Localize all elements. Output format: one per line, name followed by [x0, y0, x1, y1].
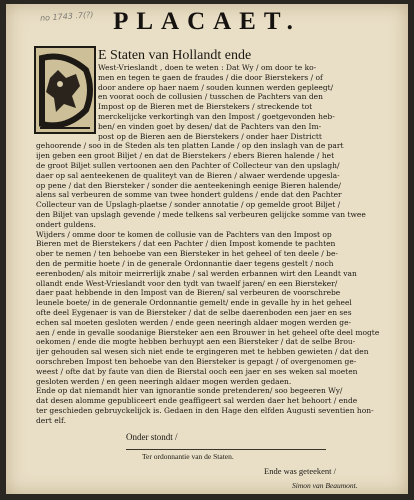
- placard-title: PLACAET.: [113, 8, 301, 35]
- body-line: Wijders / omme door te komen de collusie van de Pachters van den Impost op: [36, 229, 332, 239]
- body-line: den de permitie hoete / in de generale Ordonnantie daer tegens gestelt / noch: [36, 258, 334, 268]
- pencil-annotation: no 1743 .7(?): [39, 10, 94, 23]
- placard-body: [36, 49, 404, 425]
- body-line: dat desen alomme gepubliceert ende geaffigeert sal werden daer het behoort / ende: [36, 396, 358, 406]
- body-line: daer op sal aenteekenen de qualiteyt van de Bieren / alwaer werdende upgesla-: [36, 170, 340, 180]
- body-line: ondert guldens.: [36, 219, 96, 229]
- body-line: gesloten werden / en geen neeringh aldaer mogen werden gedaen.: [36, 376, 292, 386]
- body-line: oorschreben Impost ten behoebe van den Biersteker is gepagt / of overgenomen ge-: [36, 356, 357, 366]
- signer-name: Simon van Beaumont.: [292, 481, 358, 490]
- body-line: eerenboden/ als mitoir meirrerlijk znabe / sal werden erbannen wirt den Leandt van: [36, 268, 357, 278]
- signature-ordonnance: Ter ordonnantie van de Staten.: [142, 452, 234, 461]
- body-line: weest / ofte dat by faute van dien de Bierstal ooch een jaer en ses weken sal moeten: [36, 366, 358, 376]
- body-line: men en tegen te gaen de fraudes / die door Bierstekers / of: [98, 72, 323, 82]
- signature-intro: Onder stondt /: [126, 432, 178, 442]
- signature-was-signed: Ende was geteekent /: [264, 466, 336, 476]
- body-line: ofte deel Eygenaer is van de Biersteker / dat de selbe daerenboden een jaer en ses: [36, 307, 352, 317]
- body-line: Impost op de Bieren met de Bierstekers / streckende tot: [98, 102, 313, 112]
- body-line: ter geschieden gebruyckelijck is. Gedaen in den Hage den elfden Augusti seventien hon-: [36, 405, 374, 415]
- body-line: Collecteur van de Upslagh-plaetse / sonder annotatie / op gemelde groot Biljet /: [36, 200, 341, 210]
- body-line: den Biljet van upslagh gevende / mede telkens sal verbeuren gelijcke somme van twee: [36, 209, 366, 219]
- body-line: merckelijcke verkortingh van den Impost / goetgevonden heb-: [98, 111, 335, 121]
- signature-rule: [126, 449, 326, 450]
- body-line: Ende op dat niemandt hier van ignorantie sonde pretenderen/ soo begeeren Wy/: [36, 386, 343, 396]
- body-line: daer paat hebbende in den Impost van de Bieren/ sal verbeuren de voorschrebe: [36, 288, 341, 298]
- body-line: de groot Biljet sullen vertoonen aen den Pachter of Collecteur van den upslagh/: [36, 160, 340, 170]
- body-line: West-Vrieslandt , doen te weten : Dat Wy / om door te ko-: [98, 63, 317, 72]
- body-line: ollandt ende West-Vrieslandt voor den tydt van twaelf jaren/ en een Biersteker/: [36, 278, 338, 288]
- body-line: gehoorende / soo in de Steden als ten platten Lande / op den inslagh van de part: [36, 141, 344, 151]
- body-line: en voorat ooch de collusien / tusschen de Pachters van den: [98, 92, 323, 102]
- body-line: op pene / dat den Biersteker / sonder die aenteekeningh eenige Bieren halende/: [36, 180, 341, 190]
- body-line: oekomen / ende die mogte hebben berhuypt aen een Biersteker / dat de selbe Brou-: [36, 337, 356, 347]
- placard-sheet: [6, 4, 408, 494]
- body-line: echen sal moeten gesloten werden / ende geen neeringh aldaer mogen werden ge-: [36, 317, 352, 327]
- body-line: Bieren met de Bierstekers / dat een Pachter / dien Impost komende te pachten: [36, 239, 336, 249]
- body-line: leunele boete/ in de generale Ordonnantie gemelt/ ende in gevalle hy in het geheel: [36, 298, 352, 308]
- body-line: ben/ en vinden goet by desen/ dat de Pachters van den Im-: [98, 121, 322, 131]
- body-line: aen / ende in gevalle soodanige Biersteker aen een Brouwer in het geheel ofte deel mogte: [36, 327, 380, 337]
- body-line: ober te nemen / ten behoebe van een Biersteker in het geheel of ten deele / be-: [36, 249, 338, 259]
- body-line: post op de Bieren aen de Bierstekers / onder haer Districtt: [98, 131, 322, 141]
- body-line: dert elf.: [36, 415, 66, 425]
- body-line: alens sal verbeuren de somme van twee hondert guldens / ende dat den Pachter: [36, 190, 342, 200]
- body-line: ijer gehouden sal wesen sich niet ende te ergingeren met te hebben gewieten / dat den: [36, 347, 369, 357]
- body-line: ijen geben een groot Biljet / en dat de Bierstekers / ebers Bieren halende / het: [36, 151, 335, 161]
- body-line: E Staten van Hollandt ende: [98, 48, 252, 63]
- body-line: door andere op haer naem / souden kunnen werden gepleegt/: [98, 82, 334, 92]
